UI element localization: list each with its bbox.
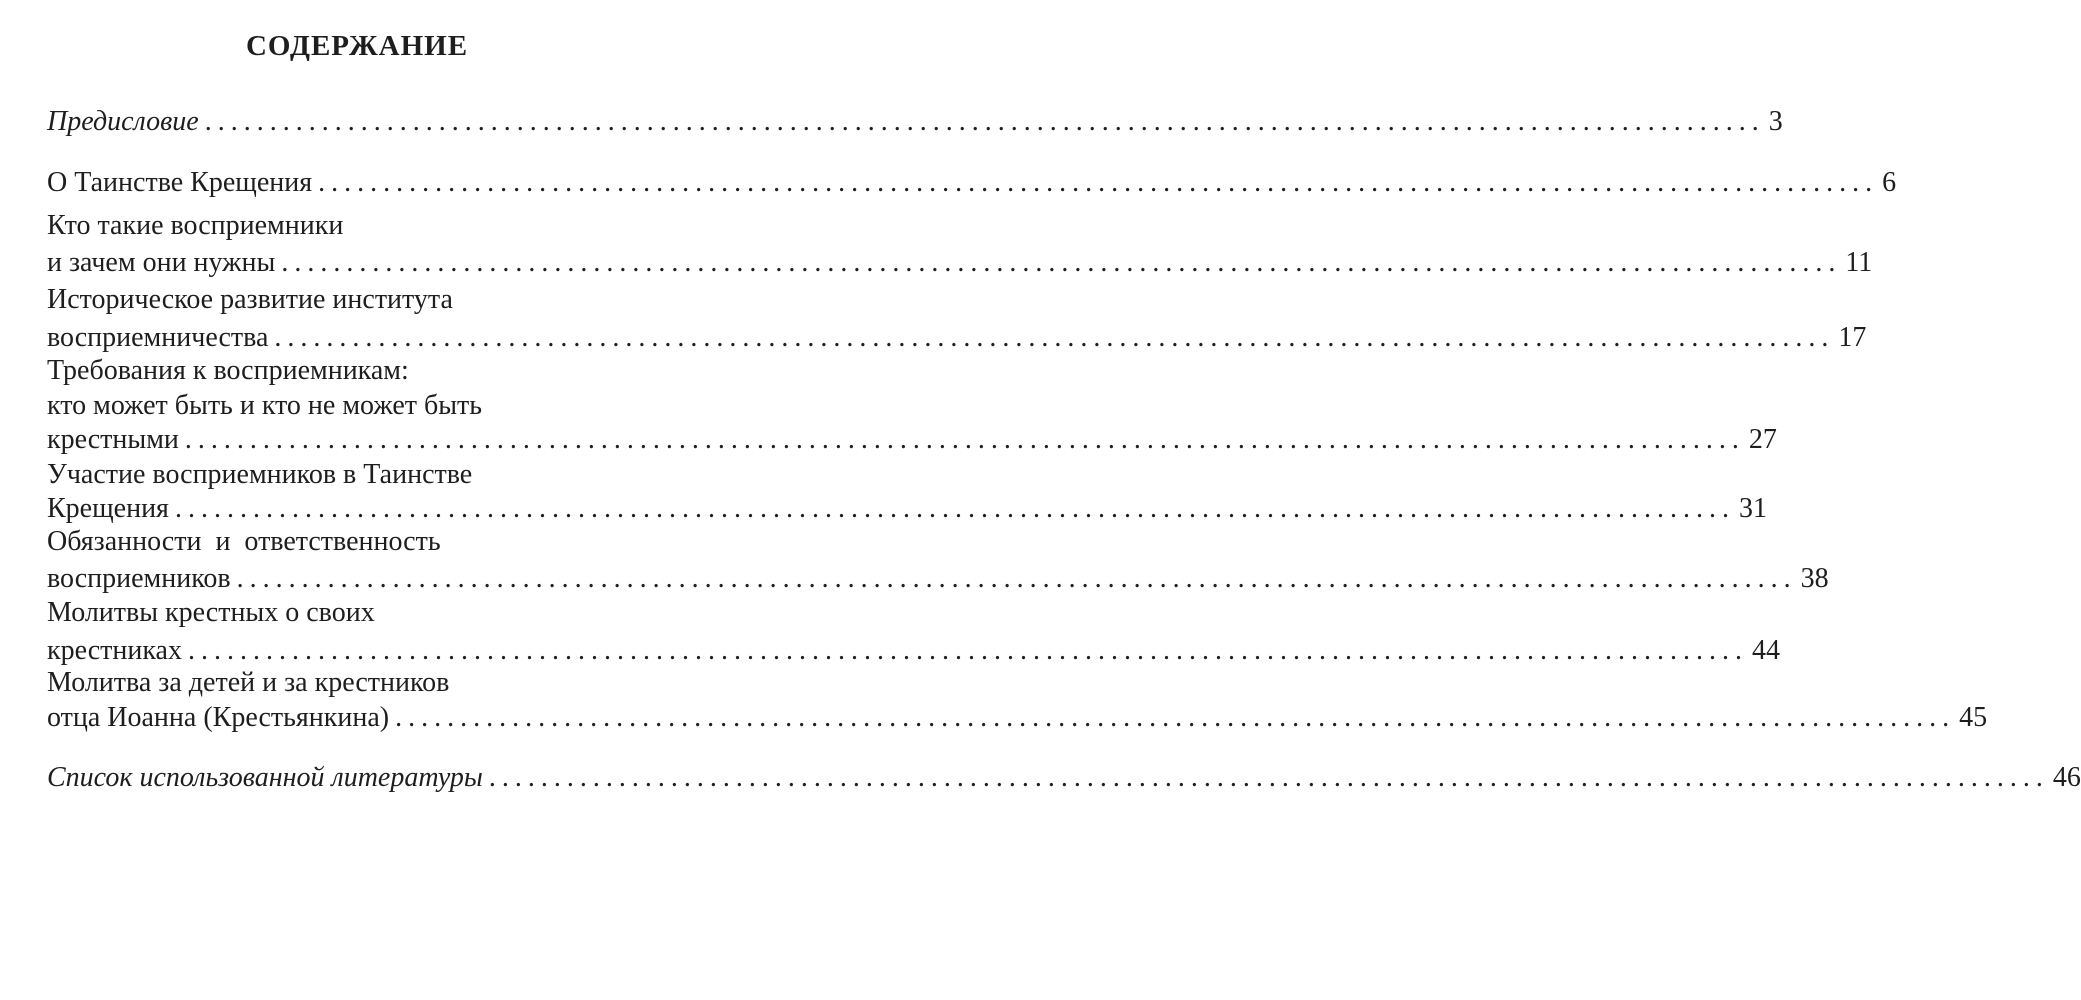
toc-entry-line (47, 388, 627, 424)
toc-entry-last-line (47, 165, 1897, 201)
toc-entry-last-line (47, 245, 1873, 281)
toc-entry-text: Молитвы крестных о своих (47, 597, 375, 628)
toc-entry-text: восприемничества (47, 322, 269, 353)
dot-leader: ........................................................................................................................ (236, 563, 1797, 594)
toc-entry-line (47, 353, 627, 389)
dot-leader: ........................................................................................................................ (488, 762, 2049, 793)
toc-entry-line (47, 457, 627, 493)
dot-leader: ........................................................................................................................ (318, 167, 1879, 198)
toc-entry-last-line (47, 422, 1777, 458)
toc-entry-text: Крещения (47, 493, 169, 524)
toc-entry-text: отца Иоанна (Крестьянкина) (47, 702, 390, 733)
toc-page-number: 11 (1845, 247, 1873, 278)
toc-entry-last-line (47, 760, 2081, 796)
toc-entry-text: Обязанности и ответственность (47, 526, 441, 557)
dot-leader: ........................................................................................................................ (184, 424, 1745, 455)
toc-entry-last-line (47, 633, 1780, 669)
toc-entry-text: Молитва за детей и за крестников (47, 667, 450, 698)
toc-entry-text: и зачем они нужны (47, 247, 276, 278)
dot-leader: ........................................................................................................................ (204, 106, 1765, 137)
toc-page-number: 46 (2052, 762, 2081, 793)
toc-entry-last-line (47, 700, 1988, 736)
toc-entry-text: восприемников (47, 563, 231, 594)
page-title: СОДЕРЖАНИЕ (245, 30, 469, 62)
toc-page-number: 6 (1882, 167, 1897, 198)
toc-entry-last-line (47, 320, 1867, 356)
toc-entry-text: крестниках (47, 635, 182, 666)
toc-entry-text: крестными (47, 424, 179, 455)
dot-leader: ........................................................................................................................ (395, 702, 1956, 733)
toc-entry-text: Предисловие (47, 106, 199, 137)
toc-page-number: 44 (1751, 635, 1780, 666)
toc-entry-last-line (47, 491, 1767, 527)
dot-leader: ........................................................................................................................ (281, 247, 1842, 278)
toc-entry-text: Список использованной литературы (47, 762, 483, 793)
toc-page-number: 27 (1748, 424, 1777, 455)
dot-leader: ........................................................................................................................ (174, 493, 1735, 524)
dot-leader: ........................................................................................................................ (274, 322, 1835, 353)
toc-page-number: 31 (1738, 493, 1767, 524)
toc-entry-line (47, 524, 627, 560)
toc-entry-last-line (47, 104, 1783, 140)
toc-entry-text: кто может быть и кто не может быть (47, 390, 483, 421)
toc-entry-line (47, 665, 627, 701)
toc-entry-text: Историческое развитие института (47, 284, 453, 315)
toc-entry-line (47, 595, 627, 631)
toc-entry-line (47, 282, 627, 318)
toc-page-number: 17 (1838, 322, 1867, 353)
toc-entry-text: Кто такие восприемники (47, 210, 344, 241)
dot-leader: ........................................................................................................................ (187, 635, 1748, 666)
toc-entry-text: О Таинстве Крещения (47, 167, 313, 198)
toc-entry-text: Требования к восприемникам: (47, 355, 409, 386)
toc-entry-text: Участие восприемников в Таинстве (47, 459, 473, 490)
toc-page-number: 38 (1800, 563, 1829, 594)
toc-page-number: 3 (1768, 106, 1783, 137)
toc-page-number: 45 (1959, 702, 1988, 733)
toc-entry-line (47, 208, 627, 244)
toc-entry-last-line (47, 561, 1829, 597)
